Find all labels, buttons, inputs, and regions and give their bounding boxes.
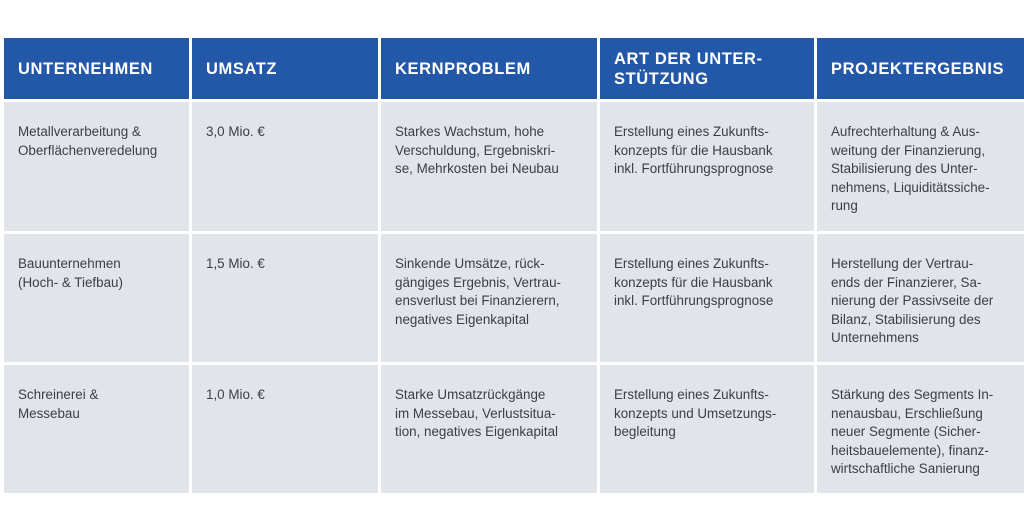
cell-kernproblem: Starke Umsatzrückgänge im Messebau, Verlustsitua- tion, negatives Eigenkapital [381,365,597,493]
cell-umsatz: 3,0 Mio. € [192,102,378,231]
cell-projektergebnis: Aufrechterhaltung & Aus- weitung der Finanzierung, Stabilisierung des Unter- nehmens, Liquiditätssiche- rung [817,102,1024,231]
cell-kernproblem: Starkes Wachstum, hohe Verschuldung, Ergebniskri- se, Mehrkosten bei Neubau [381,102,597,231]
cell-projektergebnis: Herstellung der Vertrau- ends der Finanzierer, Sa- nierung der Passivseite der Bilanz, Stabilisierung des Unternehmens [817,234,1024,362]
header-kernproblem: KERNPROBLEM [381,38,597,99]
table-row [4,102,1024,231]
header-unternehmen: UNTERNEHMEN [4,38,189,99]
cell-umsatz: 1,0 Mio. € [192,365,378,493]
table-row [4,365,1024,493]
cell-kernproblem: Sinkende Umsätze, rück- gängiges Ergebnis, Vertrau- ensverlust bei Finanzierern, negatives Eigenkapital [381,234,597,362]
cell-unternehmen: Bauunternehmen (Hoch- & Tiefbau) [4,234,189,362]
cell-projektergebnis: Stärkung des Segments In- nenausbau, Erschließung neuer Segmente (Sicher- heitsbauelemente), finanz- wirtschaftliche Sanierung [817,365,1024,493]
header-row [4,38,1024,99]
cell-unterstuetzung: Erstellung eines Zukunfts- konzepts für die Hausbank inkl. Fortführungsprognose [600,102,814,231]
projects-table [1,35,1024,496]
header-projektergebnis: PROJEKTERGEBNIS [817,38,1024,99]
cell-unterstuetzung: Erstellung eines Zukunfts- konzepts und Umsetzungs- begleitung [600,365,814,493]
table-row [4,234,1024,362]
header-umsatz: UMSATZ [192,38,378,99]
cell-umsatz: 1,5 Mio. € [192,234,378,362]
cell-unternehmen: Metallverarbeitung & Oberflächenveredelung [4,102,189,231]
cell-unternehmen: Schreinerei & Messebau [4,365,189,493]
header-art-der-unterstuetzung: ART DER UNTER- STÜTZUNG [600,38,814,99]
projects-table-container [4,38,1024,492]
cell-unterstuetzung: Erstellung eines Zukunfts- konzepts für die Hausbank inkl. Fortführungsprognose [600,234,814,362]
